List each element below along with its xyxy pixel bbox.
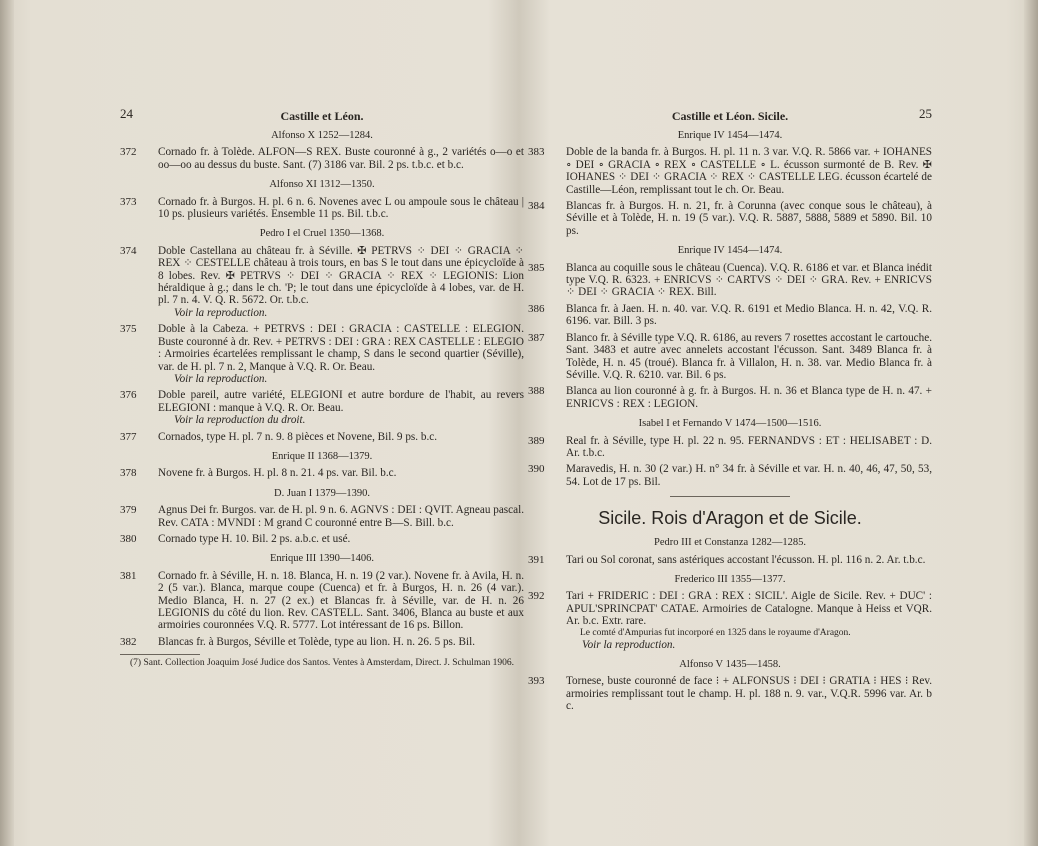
entry-number: 387 [528,331,545,344]
right-running-title: Castille et Léon. Sicile. [671,109,789,123]
entry-subnote: Le comté d'Ampurias fut incorporé en 1325 dans le royaume d'Aragon. [580,627,851,638]
right-page-edge [1024,0,1038,846]
reign-heading: Enrique III 1390—1406. [269,553,375,565]
left-page-number: 24 [120,106,133,121]
catalog-entry [528,385,932,410]
catalog-entry [528,332,932,382]
catalog-entry [120,533,524,545]
entry-description: Cornado fr. à Burgos. H. pl. 6 n. 6. Novenes avec L ou ampoule sous le château | 10 ps. plusieurs variétés. Ensemble 11 ps. Bil. t.b.c. [158,195,524,221]
entry-number: 388 [528,385,545,398]
entry-number: 386 [528,302,545,315]
entry-number: 381 [120,569,137,582]
entry-description: Cornado fr. à Tolède. ALFON—S REX. Buste couronné à g., 2 variétés o—o et oo—oo au dessus du buste. Sant. (7) 3186 var. Bil. 2 ps. t.b.c. et b.c. [158,146,524,171]
footnote-rule [120,654,200,655]
section-rule [670,496,790,497]
entry-number: 385 [528,261,545,274]
entry-description: Novene fr. à Burgos. H. pl. 8 n. 21. 4 ps. var. Bil. b.c. [158,467,397,480]
reign-heading: Enrique IV 1454—1474. [677,245,783,257]
catalog-entry [528,146,932,196]
catalog-entry [528,463,932,488]
section-title: Sicile. Rois d'Aragon et de Sicile. [598,508,862,529]
catalog-entry [120,245,524,319]
entry-number: 384 [528,200,545,213]
catalog-entry [120,323,524,385]
reign-heading: Alfonso V 1435—1458. [679,659,781,670]
catalog-entry [120,196,524,221]
entry-number: 389 [528,434,545,447]
entry-number: 377 [120,430,137,443]
right-running-head [528,100,932,122]
left-page-edge [0,0,14,846]
entry-number: 383 [528,146,545,159]
reign-heading: Enrique IV 1454—1474. [677,130,783,141]
entry-description: Tari ou Sol coronat, sans astériques accostant l'écusson. H. pl. 116 n. 2. Ar. t.b.c. [566,553,926,566]
reproduction-note: Voir la reproduction. [582,638,676,651]
reign-heading: Pedro I el Cruel 1350—1368. [259,228,385,240]
right-page-body [528,130,932,713]
catalog-entry [528,303,932,328]
catalog-entry [120,146,524,171]
entry-description: Doble pareil, autre variété, ELEGIONI et autre bordure de l'habit, au revers ELEGIONI : manque à V.Q. R. Or. Beau. [158,389,524,414]
reign-heading: Frederico III 1355—1377. [674,573,786,585]
reproduction-note: Voir la reproduction du droit. [174,414,306,427]
entry-number: 391 [528,553,545,566]
entry-number: 390 [528,463,545,476]
entry-description: Cornados, type H. pl. 7 n. 9. 8 pièces et Novene, Bil. 9 ps. b.c. [158,430,438,443]
right-page [528,100,932,717]
right-page-number: 25 [919,106,932,121]
reign-heading: Enrique II 1368—1379. [271,450,373,462]
catalog-entry [528,590,932,651]
catalog-entry [528,435,932,460]
entry-number: 374 [120,244,137,257]
entry-description: Cornado fr. à Séville, H. n. 18. Blanca, H. n. 19 (2 var.). Novene fr. à Avila, H. n. 2 (5 var.). Blanca, marque coupe (Cuenca) et fr. à Burgos, H. n. 26 (4 var.). Medio Blanca, H. n. 27 (2 ex.) et Blancas fr. à Séville, var. de H. n. 26 LEGIONIS du côté du lion. Rev. CASTELL. Sant. 3406, Blanca au buste et aux armoiries couronnées V.Q. R. 5777. Lot intéressant de 16 ps. Billon. [158,569,524,632]
entry-number: 373 [120,195,137,208]
catalog-entry [120,467,524,479]
entry-description: Tari + FRIDERIC : DEI : GRA : REX : SICIL'. Aigle de Sicile. Rev. + DUC' : APUL'SPRINCPAT' CATAE. Armoiries de Catalogne. Manque à Heiss et VQR. Ar. b.c. Extr. rare. [566,590,932,628]
entry-description: Blancas fr. à Burgos. H. n. 21, fr. à Corunna (avec conque sous le château), à Séville et à Tolède, H. n. 19 (5 var.). V.Q. R. 5887, 5888, 5889 et 5890. Bil. 10 ps. [566,200,932,237]
entry-description: Doble à la Cabeza. + PETRVS : DEI : GRACIA : CASTELLE : ELEGION. Buste couronné à dr. Rev. + PETRVS : DEI : GRA : REX CASTELLE : ELEGIO : Armoiries écartelées remplissant le champ, S dans le second quartier (Séville), var. de H. pl. 7 n. 2, Manque à V.Q. R. Or. Beau. [158,323,524,373]
entry-number: 378 [120,467,137,480]
reproduction-note: Voir la reproduction. [174,372,268,385]
entry-number: 392 [528,590,545,603]
entry-description: Blanca fr. à Jaen. H. n. 40. var. V.Q. R. 6191 et Medio Blanca. H. n. 42, V.Q. R. 6196. var. Bill. 3 ps. [566,302,932,328]
left-page-body [120,130,524,648]
entry-number: 372 [120,146,137,159]
catalog-entry [528,675,932,712]
footnote: (7) Sant. Collection Joaquim José Judice dos Santos. Ventes à Amsterdam, Direct. J. Schulman 1906. [130,658,514,669]
entry-number: 380 [120,532,137,545]
reign-heading: Alfonso X 1252—1284. [271,130,373,141]
entry-description: Doble Castellana au château fr. à Séville. ✠ PETRVS ⁘ DEI ⁘ GRACIA ⁘ REX ⁘ CESTELLE château à trois tours, en bas S le tout dans une épicycloïde à 8 lobes. Rev. ✠ PETRVS ⁘ DEI ⁘ GRACIA ⁘ REX ⁘ LEGIONIS: Lion héraldique à g.; dans le ch. 'P; le tout dans une épicycloïde à 4 lobes, var. de H. pl. 7 n. 4. V. Q. R. 5672. Or. t.b.c. [158,244,524,307]
left-running-head [120,100,524,122]
catalog-entry [120,389,524,426]
entry-number: 376 [120,389,137,402]
catalog-entry [528,200,932,237]
catalog-entry [528,554,932,566]
entry-number: 379 [120,504,137,517]
catalog-entry [120,636,524,648]
catalog-entry [120,431,524,443]
catalog-entry [528,262,932,299]
entry-description: Agnus Dei fr. Burgos. var. de H. pl. 9 n. 6. AGNVS : DEI : QVIT. Agneau pascal. Rev. CATA : MVNDI : M grand C couronné entre B—S. Bill. b.c. [158,504,524,529]
entry-number: 375 [120,323,137,336]
left-page [120,100,524,669]
entry-description: Tornese, buste couronné de face ⁝ + ALFONSUS ⁝ DEI ⁝ GRATIA ⁝ HES ⁝ Rev. armoiries remplissant tout le champ. H. pl. 188 n. 9. var., V.Q.R. 5996 var. Ar. b c. [566,675,932,713]
entry-description: Doble de la banda fr. à Burgos. H. pl. 11 n. 3 var. V.Q. R. 5866 var. + IOHANES ∘ DEI ∘ GRACIA ∘ REX ∘ CASTELLE ∘ L. écusson surmonté de B. Rev. ✠ IOHANES ⁘ DEI ⁘ GRACIA ⁘ REX ⁘ CASTELLE LEG. écusson écartelé de Castille—Léon, remplissant tout le ch. Or. Beau. [566,146,932,196]
entry-description: Cornado type H. 10. Bil. 2 ps. a.b.c. et usé. [158,532,351,545]
entry-number: 382 [120,635,137,648]
reproduction-note: Voir la reproduction. [174,306,268,319]
left-running-title: Castille et Léon. [280,109,364,123]
catalog-entry [120,570,524,632]
entry-description: Blanco fr. à Séville type V.Q. R. 6186, au revers 7 rosettes accostant le cartouche. Sant. 3483 et autre avec annelets accostant l'écusson. Sant. 3489 Blanca fr. à Tolède, H. n. 45 (troué). Blanca fr. à Villalon, H. n. 38. var. Medio Blanca fr. à Séville. V.Q. R. 6210. var. Bil. 6 ps. [566,331,932,381]
entry-description: Blancas fr. à Burgos, Séville et Tolède, type au lion. H. n. 26. 5 ps. Bil. [158,635,475,648]
reign-heading: Isabel I et Fernando V 1474—1500—1516. [638,418,822,430]
entry-description: Maravedis, H. n. 30 (2 var.) H. n° 34 fr. à Séville et var. H. n. 40, 46, 47, 50, 53, 54. Lot de 17 ps. Bil. [566,463,932,488]
reign-heading: Pedro III et Constanza 1282—1285. [654,537,806,549]
entry-number: 393 [528,675,545,688]
entry-description: Real fr. à Séville, type H. pl. 22 n. 95. FERNANDVS : ET : HELISABET : D. Ar. t.b.c. [566,434,932,459]
reign-heading: D. Juan I 1379—1390. [274,487,370,499]
catalog-entry [120,504,524,529]
entry-description: Blanca au lion couronné à g. fr. à Burgos. H. n. 36 et Blanca type de H. n. 47. + ENRICVS : REX : LEGION. [566,385,932,410]
reign-heading: Alfonso XI 1312—1350. [269,179,375,191]
entry-description: Blanca au coquille sous le château (Cuenca). V.Q. R. 6186 et var. et Blanca inédit type V.Q. R. 6323. + ENRICVS ⁘ CARTVS ⁘ DEI ⁘ GRA. Rev. + ENRICVS ⁘ DEI ⁘ GRACIA ⁘ REX. Bill. [566,261,932,299]
